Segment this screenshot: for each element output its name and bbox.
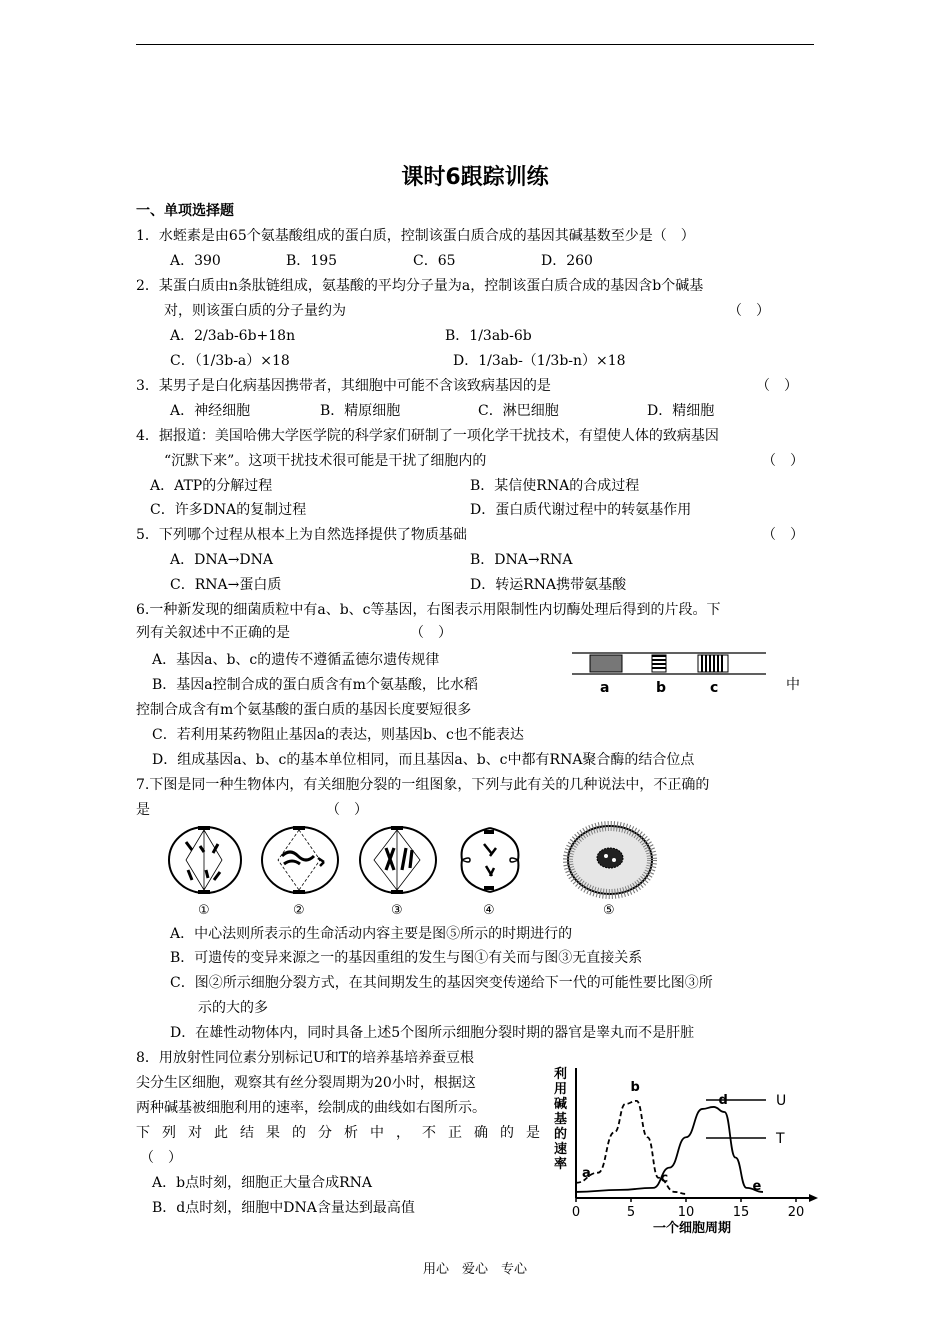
cell-figure-1 — [169, 826, 241, 894]
q3-option-b: B．精原细胞 — [320, 403, 401, 419]
q5-option-b: B．DNA→RNA — [470, 552, 573, 568]
q8-stem-line4: 下列对此结果的分析中，不正确的是 — [136, 1125, 540, 1141]
q4-answer-paren: （ ） — [762, 453, 804, 469]
q6-answer-paren: （ ） — [410, 625, 452, 641]
q6-stem-line2: 列有关叙述中不正确的是 — [136, 625, 290, 641]
cell-division-figures — [160, 820, 660, 920]
x-ticks — [572, 1198, 804, 1220]
gene-label-c: c — [710, 680, 719, 696]
cell-figure-3 — [360, 826, 436, 894]
q8-stem-line1: 8．用放射性同位素分别标记U和T的培养基培养蚕豆根 — [136, 1050, 475, 1066]
x-axis-arrow — [809, 1194, 818, 1202]
point-labels — [582, 1080, 762, 1194]
q7-stem-line1: 7.下图是同一种生物体内，有关细胞分裂的一组图象，下列与此有关的几种说法中，不正确的 — [136, 777, 710, 793]
gene-label-a: a — [600, 680, 610, 696]
plasmid-fragment-figure — [570, 648, 770, 696]
q4-option-b: B．某信使RNA的合成过程 — [470, 478, 640, 494]
q2-stem-line1: 2．某蛋白质由n条肽链组成，氨基酸的平均分子量为a，控制该蛋白质合成的基因含b个碱基 — [136, 278, 704, 294]
cell-label-5: ⑤ — [603, 903, 615, 918]
q7-option-c-line2: 示的大的多 — [198, 1000, 268, 1016]
chart-series — [576, 1101, 763, 1194]
point-label-c: c — [660, 1170, 669, 1186]
q8-stem-line2: 尖分生区细胞，观察其有丝分裂周期为20小时，根据这 — [136, 1075, 476, 1091]
page-title: 课时6跟踪训练 — [401, 165, 549, 190]
q7-option-a: A．中心法则所表示的生命活动内容主要是图⑤所示的时期进行的 — [170, 926, 573, 942]
q7-option-b: B．可遗传的变异来源之一的基因重组的发生与图①有关而与图③无直接关系 — [170, 950, 643, 966]
q4-option-c: C．许多DNA的复制过程 — [150, 502, 307, 518]
q2-stem-line2: 对，则该蛋白质的分子量约为 — [164, 303, 346, 319]
q8-option-a: A．b点时刻，细胞正大量合成RNA — [152, 1175, 372, 1191]
y-label-char: 碱 — [554, 1097, 568, 1112]
q3-option-a: A．神经细胞 — [170, 403, 251, 419]
cell-label-4: ④ — [483, 903, 495, 918]
q7-option-d: D．在雄性动物体内，同时具备上述5个图所示细胞分裂时期的器官是睾丸而不是肝脏 — [170, 1025, 695, 1041]
x-tick-label: 10 — [677, 1205, 695, 1220]
q6-option-d: D．组成基因a、b、c的基本单位相同，而且基因a、b、c中都有RNA聚合酶的结合位点 — [152, 752, 695, 768]
q2-option-d: D．1/3ab-（1/3b-n）×18 — [453, 353, 626, 369]
cell-figure-2 — [262, 826, 338, 894]
x-tick-label: 5 — [626, 1205, 636, 1220]
q4-stem-line2: “沉默下来”。这项干扰技术很可能是干扰了细胞内的 — [164, 453, 487, 469]
point-label-d: d — [718, 1092, 728, 1108]
q3-option-d: D．精细胞 — [647, 403, 715, 419]
q5-option-d: D．转运RNA携带氨基酸 — [470, 577, 627, 593]
q5-option-c: C．RNA→蛋白质 — [170, 577, 282, 593]
q2-option-c: C．（1/3b-a）×18 — [170, 353, 290, 369]
q1-option-d: D．260 — [541, 253, 593, 269]
cell-figure-4 — [462, 828, 519, 892]
q3-stem: 3．某男子是白化病基因携带者，其细胞中可能不含该致病基因的是 — [136, 378, 551, 394]
cell-label-2: ② — [293, 903, 305, 918]
q7-stem-line2: 是 — [136, 802, 150, 818]
q4-option-d: D．蛋白质代谢过程中的转氨基作用 — [470, 502, 692, 518]
series-line-T — [576, 1107, 763, 1192]
q8-option-b: B．d点时刻，细胞中DNA含量达到最高值 — [152, 1200, 415, 1216]
q2-answer-paren: （ ） — [728, 303, 770, 319]
q8-stem-line3: 两种碱基被细胞利用的速率，绘制成的曲线如右图所示。 — [136, 1100, 486, 1116]
q6-stem-line1: 6.一种新发现的细菌质粒中有a、b、c等基因，右图表示用限制性内切酶处理后得到的片段。下 — [136, 602, 721, 618]
q3-option-c: C．淋巴细胞 — [478, 403, 559, 419]
x-tick-label: 0 — [571, 1205, 581, 1220]
q1-option-b: B．195 — [286, 253, 338, 269]
q6-option-b-tail: 中 — [786, 677, 800, 693]
legend-label-T: T — [776, 1131, 785, 1147]
q8-answer-paren: （ ） — [140, 1150, 182, 1166]
y-label-char: 的 — [554, 1127, 568, 1142]
q4-stem-line1: 4．据报道：美国哈佛大学医学院的科学家们研制了一项化学干扰技术，有望使人体的致病基因 — [136, 428, 719, 444]
section-heading: 一、单项选择题 — [136, 203, 234, 219]
point-label-b: b — [630, 1079, 640, 1095]
header-rule — [136, 44, 814, 45]
q2-option-b: B．1/3ab-6b — [445, 328, 532, 344]
q7-option-c-line1: C．图②所示细胞分裂方式，在其间期发生的基因突变传递给下一代的可能性要比图③所 — [170, 975, 713, 991]
q4-option-a: A．ATP的分解过程 — [150, 478, 273, 494]
cell-figure-5 — [568, 826, 652, 894]
q1-option-a: A．390 — [170, 253, 221, 269]
point-label-a: a — [582, 1165, 591, 1181]
base-utilization-chart — [548, 1060, 820, 1240]
gene-c-block — [698, 655, 728, 672]
q3-answer-paren: （ ） — [756, 378, 798, 394]
x-tick-label: 15 — [732, 1205, 750, 1220]
q5-stem: 5．下列哪个过程从根本上为自然选择提供了物质基础 — [136, 527, 467, 543]
y-label-char: 率 — [554, 1157, 568, 1172]
page-footer: 用心 爱心 专心 — [422, 1262, 527, 1277]
y-axis-label — [553, 1066, 567, 1172]
q6-option-b-line1: B．基因a控制合成的蛋白质含有m个氨基酸，比水稻 — [152, 677, 478, 693]
y-label-char: 基 — [554, 1112, 568, 1127]
gene-a-block — [590, 655, 622, 672]
cell-label-3: ③ — [391, 903, 403, 918]
y-label-char: 速 — [554, 1142, 568, 1157]
q6-option-c: C．若利用某药物阻止基因a的表达，则基因b、c也不能表达 — [152, 727, 524, 743]
x-axis-label: 一个细胞周期 — [653, 1221, 732, 1236]
q7-answer-paren: （ ） — [326, 802, 368, 818]
q5-option-a: A．DNA→DNA — [170, 552, 274, 568]
q1-option-c: C．65 — [413, 253, 456, 269]
legend-label-U: U — [776, 1093, 787, 1109]
x-tick-label: 20 — [787, 1205, 805, 1220]
y-label-char: 用 — [554, 1082, 568, 1097]
gene-label-b: b — [656, 680, 667, 696]
q5-answer-paren: （ ） — [762, 527, 804, 543]
y-label-char: 利 — [554, 1067, 568, 1082]
gene-b-block — [652, 655, 666, 672]
q6-option-b-line2: 控制合成含有m个氨基酸的蛋白质的基因长度要短很多 — [136, 702, 472, 718]
cell-label-1: ① — [198, 903, 210, 918]
point-label-e: e — [752, 1178, 762, 1194]
series-line-U — [576, 1101, 686, 1194]
q1-stem: 1．水蛭素是由65个氨基酸组成的蛋白质，控制该蛋白质合成的基因其碱基数至少是（ ） — [136, 228, 695, 244]
q6-option-a: A．基因a、b、c的遗传不遵循孟德尔遗传规律 — [152, 652, 440, 668]
q2-option-a: A．2/3ab-6b+18n — [170, 328, 296, 344]
